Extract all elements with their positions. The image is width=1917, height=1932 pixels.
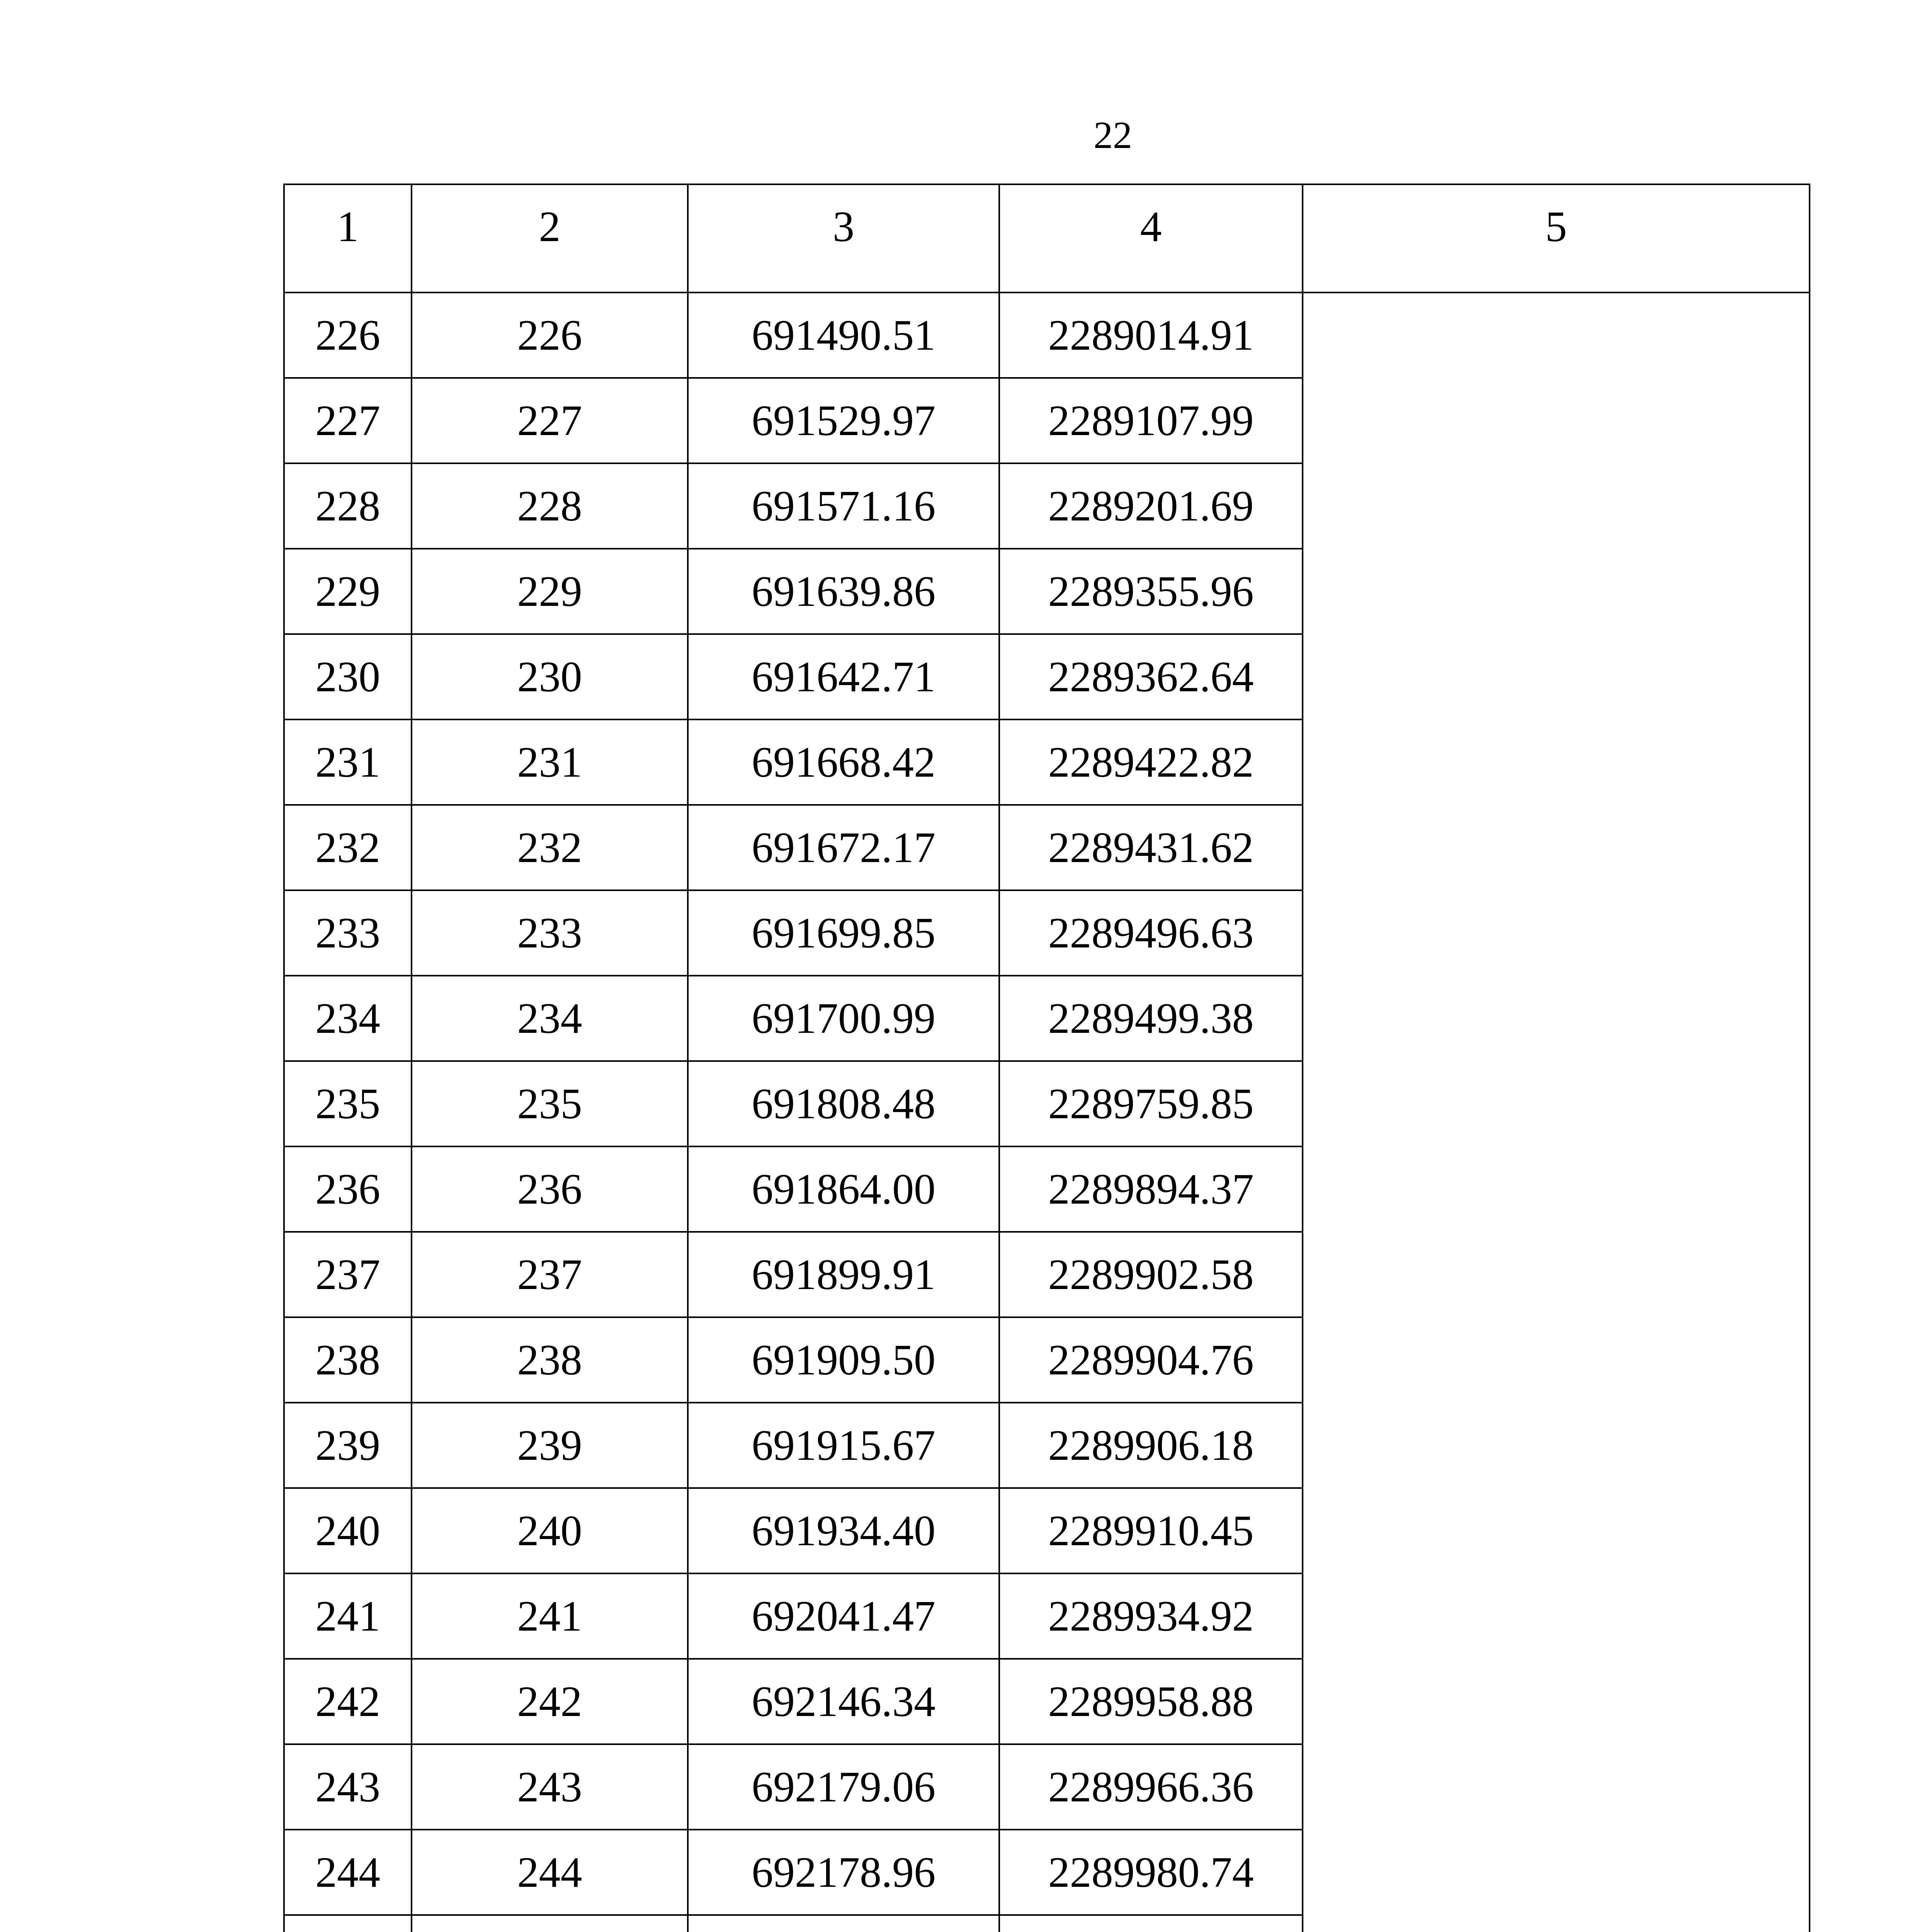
- table-cell-col2: 230: [412, 634, 688, 719]
- table-cell-col1: 227: [284, 378, 412, 463]
- table-cell-col1: 226: [284, 293, 412, 378]
- table-cell-col2: 238: [412, 1317, 688, 1403]
- page-number: 22: [1094, 114, 1132, 156]
- table-cell-col4: 2289966.36: [999, 1744, 1303, 1830]
- table-cell-col1: 231: [284, 719, 412, 805]
- table-cell-col2: 241: [412, 1573, 688, 1659]
- table-cell-col3: 691639.86: [688, 549, 999, 634]
- table-cell-col2: 242: [412, 1659, 688, 1744]
- table-cell-col4: [999, 1915, 1303, 1932]
- table-cell-col2: 244: [412, 1830, 688, 1915]
- table-cell-col4: 2289431.62: [999, 805, 1303, 890]
- table-cell-col4: 2289499.38: [999, 976, 1303, 1061]
- table-cell-col4: 2289107.99: [999, 378, 1303, 463]
- table-cell-col4: 2289759.85: [999, 1061, 1303, 1146]
- table-cell-col2: 237: [412, 1232, 688, 1317]
- table-cell-col2: 232: [412, 805, 688, 890]
- table-cell-col3: 691490.51: [688, 293, 999, 378]
- table-cell-col2: 226: [412, 293, 688, 378]
- header-cell-4: 4: [999, 184, 1303, 293]
- table-cell-col2: 227: [412, 378, 688, 463]
- table-cell-col1: 232: [284, 805, 412, 890]
- table-cell-col3: [688, 1915, 999, 1932]
- table-cell-col3: 692146.34: [688, 1659, 999, 1744]
- table-body: [284, 184, 1810, 1932]
- table-cell-col1: 230: [284, 634, 412, 719]
- table-cell-col3: 691934.40: [688, 1488, 999, 1573]
- table-cell-col3: 691672.17: [688, 805, 999, 890]
- table-cell-col4: 2289902.58: [999, 1232, 1303, 1317]
- table-cell-col4: 2289362.64: [999, 634, 1303, 719]
- header-cell-5: 5: [1303, 184, 1810, 293]
- table-cell-col4: 2289496.63: [999, 890, 1303, 976]
- table-cell-col3: 691668.42: [688, 719, 999, 805]
- table-cell-col4: 2289906.18: [999, 1403, 1303, 1488]
- table-cell-col1: 234: [284, 976, 412, 1061]
- table-cell-col3: 691899.91: [688, 1232, 999, 1317]
- table-cell-col2: 235: [412, 1061, 688, 1146]
- table-cell-col1: 244: [284, 1830, 412, 1915]
- table-cell-col1: 239: [284, 1403, 412, 1488]
- table-cell-col3: 691571.16: [688, 463, 999, 549]
- table-cell-col3: 691642.71: [688, 634, 999, 719]
- table-cell-col4: 2289934.92: [999, 1573, 1303, 1659]
- table-cell-col2: 236: [412, 1146, 688, 1232]
- table-cell-col5-merged: [1303, 293, 1810, 1932]
- table-cell-col3: 691864.00: [688, 1146, 999, 1232]
- table-cell-col3: 691699.85: [688, 890, 999, 976]
- header-cell-2: 2: [412, 184, 688, 293]
- table-cell-col4: 2289422.82: [999, 719, 1303, 805]
- table-cell-col4: 2289201.69: [999, 463, 1303, 549]
- table-row: [284, 293, 1810, 378]
- header-cell-1: 1: [284, 184, 412, 293]
- table-cell-col4: 2289958.88: [999, 1659, 1303, 1744]
- table-cell-col1: 235: [284, 1061, 412, 1146]
- table-cell-col1: 228: [284, 463, 412, 549]
- coordinates-table: [283, 184, 1810, 1932]
- table-cell-col2: 228: [412, 463, 688, 549]
- table-cell-col2: 233: [412, 890, 688, 976]
- table-cell-col1: [284, 1915, 412, 1932]
- table-cell-col1: 237: [284, 1232, 412, 1317]
- table-cell-col3: 691808.48: [688, 1061, 999, 1146]
- table-header-row: [284, 184, 1810, 293]
- table-cell-col2: [412, 1915, 688, 1932]
- table-cell-col3: 691909.50: [688, 1317, 999, 1403]
- table-cell-col2: 231: [412, 719, 688, 805]
- table-cell-col3: 691529.97: [688, 378, 999, 463]
- table-cell-col1: 243: [284, 1744, 412, 1830]
- table-cell-col1: 238: [284, 1317, 412, 1403]
- table-cell-col1: 241: [284, 1573, 412, 1659]
- table-cell-col3: 691915.67: [688, 1403, 999, 1488]
- header-cell-3: 3: [688, 184, 999, 293]
- table-cell-col1: 240: [284, 1488, 412, 1573]
- table-cell-col2: 240: [412, 1488, 688, 1573]
- table-cell-col2: 234: [412, 976, 688, 1061]
- table-cell-col4: 2289355.96: [999, 549, 1303, 634]
- table-cell-col3: 692041.47: [688, 1573, 999, 1659]
- table-cell-col3: 692178.96: [688, 1830, 999, 1915]
- table-cell-col4: 2289014.91: [999, 293, 1303, 378]
- table-cell-col2: 229: [412, 549, 688, 634]
- table-cell-col1: 229: [284, 549, 412, 634]
- table-cell-col1: 242: [284, 1659, 412, 1744]
- table-cell-col3: 691700.99: [688, 976, 999, 1061]
- table-cell-col4: 2289980.74: [999, 1830, 1303, 1915]
- table-cell-col2: 243: [412, 1744, 688, 1830]
- table-cell-col4: 2289894.37: [999, 1146, 1303, 1232]
- table-cell-col4: 2289904.76: [999, 1317, 1303, 1403]
- table-cell-col3: 692179.06: [688, 1744, 999, 1830]
- table-cell-col1: 236: [284, 1146, 412, 1232]
- table-cell-col2: 239: [412, 1403, 688, 1488]
- table-cell-col1: 233: [284, 890, 412, 976]
- table-cell-col4: 2289910.45: [999, 1488, 1303, 1573]
